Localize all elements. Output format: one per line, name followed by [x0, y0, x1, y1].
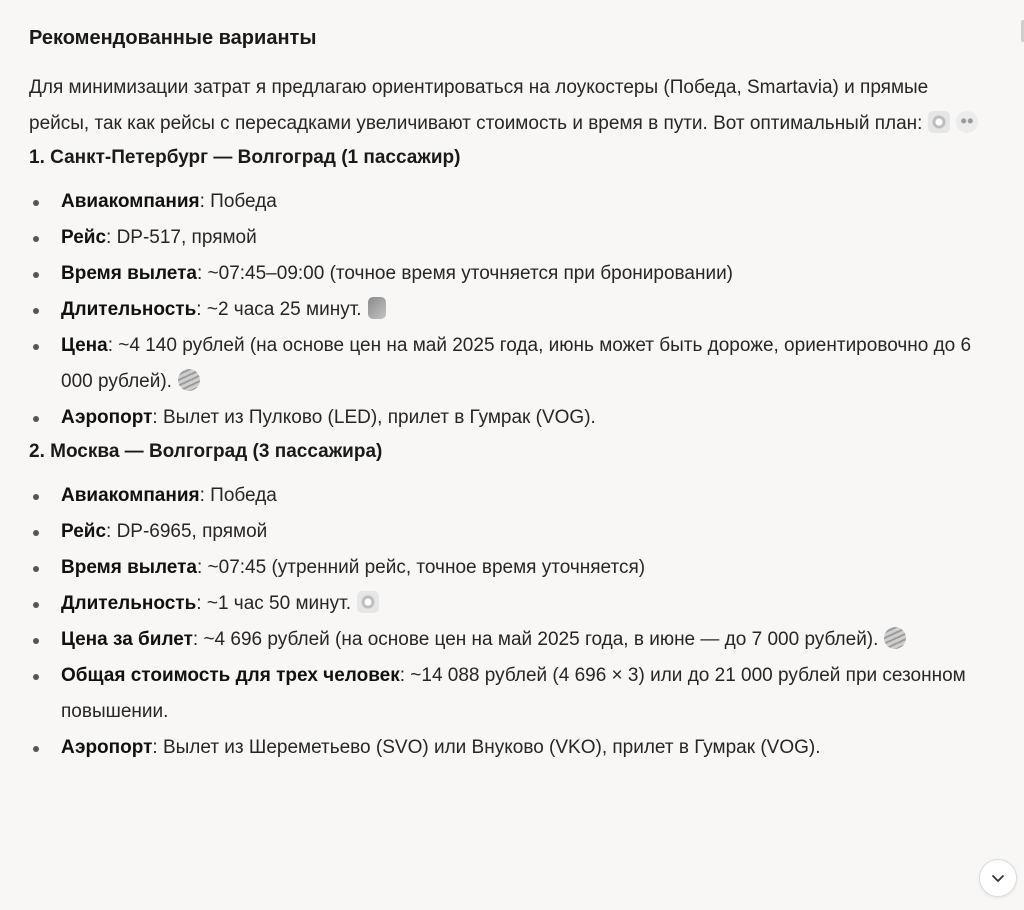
money-icon: [178, 369, 200, 391]
list-item: [29, 256, 991, 292]
item-label: Авиакомпания: [61, 191, 200, 212]
section-title: Рекомендованные варианты: [29, 27, 317, 49]
list-item: [29, 220, 991, 256]
item-label: Аэропорт: [61, 407, 153, 428]
message-content: [29, 22, 991, 766]
item-value: : Вылет из Пулково (LED), прилет в Гумрак (VOG).: [152, 407, 596, 428]
route-title-spb: 1. Санкт-Петербург — Волгоград (1 пассажир): [29, 147, 461, 168]
item-value: : ~2 часа 25 минут.: [196, 299, 362, 320]
intro-text: Для минимизации затрат я предлагаю ориентироваться на лоукостеры (Победа, Smartavia) и прямые рейсы, так как рейсы с пересадками увеличивают стоимость и время в пути. Вот оптимальный план:: [29, 77, 929, 134]
item-label: Рейс: [61, 521, 107, 542]
list-item: [29, 184, 991, 220]
list-item: [29, 730, 991, 766]
list-item: [29, 478, 991, 514]
item-value: : ~14 088 рублей (4 696 × 3) или до 21 000 рублей при сезонном повышении.: [61, 665, 966, 722]
item-value: : ~1 час 50 минут.: [196, 593, 351, 614]
item-label: Аэропорт: [61, 737, 153, 758]
item-value: : ~4 696 рублей (на основе цен на май 2025 года, в июне — до 7 000 рублей).: [192, 629, 879, 650]
item-label: Рейс: [61, 227, 107, 248]
list-item: [29, 586, 991, 622]
item-value: : Победа: [199, 485, 277, 506]
robot-icon: [956, 111, 978, 133]
item-value: : ~4 140 рублей (на основе цен на май 2025 года, июнь может быть дороже, ориентировочно до 6 000 рублей).: [61, 335, 972, 392]
item-label: Цена за билет: [61, 629, 193, 650]
list-item: [29, 622, 991, 658]
money-icon: [884, 627, 906, 649]
item-label: Общая стоимость для трех человек: [61, 665, 400, 686]
item-value: : Вылет из Шереметьево (SVO) или Внуково (VKO), прилет в Гумрак (VOG).: [152, 737, 821, 758]
list-item: [29, 292, 991, 328]
chevron-down-icon: [990, 870, 1006, 886]
item-value: : ~07:45 (утренний рейс, точное время уточняется): [196, 557, 646, 578]
list-item: [29, 328, 991, 400]
intro-paragraph: [29, 70, 991, 142]
item-label: Время вылета: [61, 263, 197, 284]
item-value: : DP-517, прямой: [106, 227, 257, 248]
item-value: : DP-6965, прямой: [106, 521, 268, 542]
list-item: [29, 514, 991, 550]
item-label: Время вылета: [61, 557, 197, 578]
item-label: Длительность: [61, 299, 197, 320]
camera-icon: [357, 591, 379, 613]
route-title-moscow: 2. Москва — Волгоград (3 пассажира): [29, 441, 383, 462]
clock-icon: [368, 297, 386, 319]
item-label: Длительность: [61, 593, 197, 614]
route-details-moscow: [29, 478, 991, 766]
scroll-down-button[interactable]: [979, 859, 1017, 897]
item-label: Авиакомпания: [61, 485, 200, 506]
list-item: [29, 550, 991, 586]
list-item: [29, 400, 991, 436]
item-value: : ~07:45–09:00 (точное время уточняется при бронировании): [196, 263, 734, 284]
list-item: [29, 658, 991, 730]
item-value: : Победа: [199, 191, 277, 212]
route-details-spb: [29, 184, 991, 436]
item-label: Цена: [61, 335, 108, 356]
camera-icon: [928, 111, 950, 133]
